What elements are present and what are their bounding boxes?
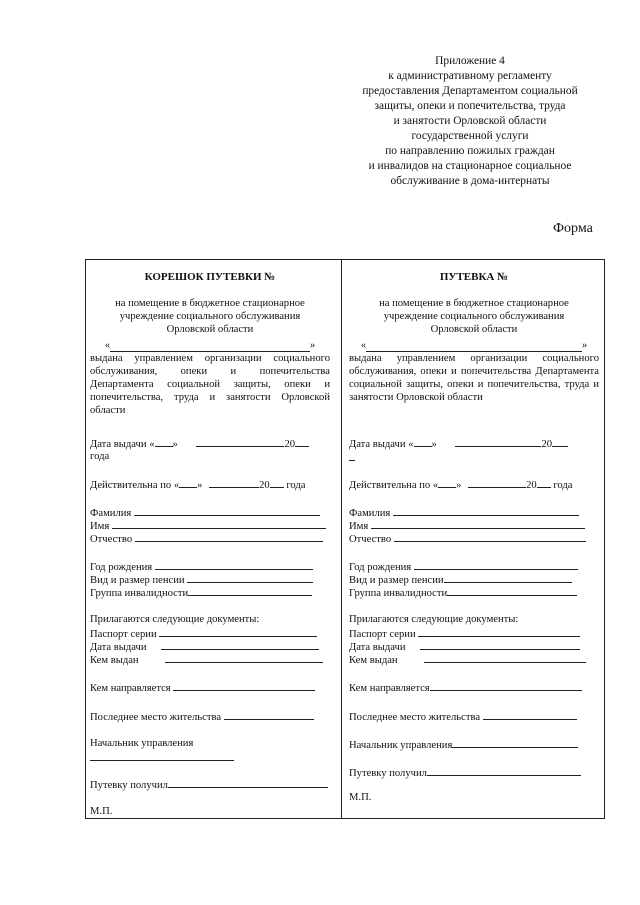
stub-issue-date-suffix: года — [90, 451, 110, 462]
voucher-patronymic-field[interactable] — [349, 531, 599, 546]
residence-line[interactable] — [224, 709, 314, 720]
appendix-header — [300, 54, 640, 189]
voucher-docs-heading: Прилагаются следующие документы: — [349, 614, 519, 625]
institution-name-line[interactable] — [366, 340, 582, 352]
header-line: Приложение 4 — [435, 55, 505, 67]
surname-label: Фамилия — [90, 508, 132, 519]
intro-line: Орловской области — [430, 324, 518, 335]
quote-open: « — [360, 340, 366, 351]
sent-by-line[interactable] — [430, 680, 582, 691]
patronymic-line[interactable] — [394, 531, 586, 542]
voucher-sent-by-field[interactable] — [349, 680, 599, 695]
birth-year-line[interactable] — [414, 559, 578, 570]
institution-name-field[interactable] — [90, 339, 330, 353]
quote-close: » — [197, 480, 203, 491]
year-prefix: 20 — [526, 480, 537, 491]
short-blank[interactable] — [349, 450, 355, 461]
voucher-issued-by-field[interactable] — [349, 652, 599, 667]
year-blank[interactable] — [537, 477, 551, 488]
stub-disability-field[interactable] — [90, 585, 330, 600]
doc-issue-date-label: Дата выдачи — [90, 642, 147, 653]
residence-label: Последнее место жительства — [349, 712, 481, 723]
disability-line[interactable] — [188, 585, 312, 596]
stub-head-signature-field[interactable] — [90, 750, 330, 765]
surname-label: Фамилия — [349, 508, 391, 519]
birth-year-line[interactable] — [155, 559, 313, 570]
issued-by-line[interactable] — [165, 652, 323, 663]
name-line[interactable] — [371, 518, 585, 529]
sent-by-label: Кем направляется — [349, 683, 430, 694]
stub-issued-text: выдана управлением организации социального обслуживания, опеки и попечительства Департамента социальной защиты, опеки и попечительства, труда и занятости Орловской области — [90, 353, 330, 416]
issued-by-label: Кем выдан — [349, 655, 398, 666]
passport-line[interactable] — [159, 626, 317, 637]
voucher-title: ПУТЕВКА № — [439, 271, 509, 283]
intro-line: учреждение социального обслуживания — [383, 311, 565, 322]
issue-date-label: Дата выдачи « — [90, 439, 155, 450]
pension-line[interactable] — [444, 572, 572, 583]
stub-issued-by-field[interactable] — [90, 652, 330, 667]
surname-line[interactable] — [393, 505, 579, 516]
patronymic-label: Отчество — [349, 534, 392, 545]
month-blank[interactable] — [196, 436, 284, 447]
month-blank[interactable] — [468, 477, 526, 488]
birth-year-label: Год рождения — [90, 562, 153, 573]
issued-by-line[interactable] — [424, 652, 586, 663]
head-signature-line[interactable] — [90, 750, 234, 761]
stub-sent-by-field[interactable] — [90, 680, 330, 695]
voucher-received-field[interactable] — [349, 765, 599, 780]
quote-close: » — [582, 340, 588, 351]
voucher-head-field[interactable] — [349, 737, 599, 752]
quote-close: » — [310, 340, 316, 351]
year-blank[interactable] — [270, 477, 284, 488]
year-blank[interactable] — [295, 436, 309, 447]
stub-stamp: М.П. — [90, 806, 113, 817]
stub-received-field[interactable] — [90, 777, 330, 792]
header-line: государственной услуги — [411, 130, 529, 142]
received-label: Путевку получил — [90, 780, 168, 791]
voucher-issue-date-dash[interactable] — [349, 450, 599, 465]
passport-label: Паспорт серии — [90, 629, 157, 640]
issued-by-label: Кем выдан — [90, 655, 139, 666]
passport-line[interactable] — [418, 626, 580, 637]
name-line[interactable] — [112, 518, 326, 529]
voucher-valid-until-field[interactable] — [349, 477, 599, 492]
intro-line: на помещение в бюджетное стационарное — [379, 298, 569, 309]
day-blank[interactable] — [414, 436, 432, 447]
stub-title: КОРЕШОК ПУТЕВКИ № — [144, 271, 276, 283]
year-suffix: года — [286, 480, 306, 491]
voucher-intro — [349, 297, 599, 336]
day-blank[interactable] — [155, 436, 173, 447]
pension-label: Вид и размер пенсии — [349, 575, 444, 586]
quote-close: » — [431, 439, 437, 450]
disability-line[interactable] — [447, 585, 577, 596]
valid-label: Действительна по « — [349, 480, 439, 491]
year-prefix: 20 — [541, 439, 553, 450]
stub-head-label: Начальник управления — [90, 738, 194, 749]
quote-open: « — [104, 340, 110, 351]
stub-residence-field[interactable] — [90, 709, 330, 724]
header-line: по направлению пожилых граждан — [385, 145, 555, 157]
voucher-disability-field[interactable] — [349, 585, 599, 600]
voucher-stamp: М.П. — [349, 792, 372, 803]
header-line: защиты, опеки и попечительства, труда — [374, 100, 566, 112]
issue-date-label: Дата выдачи « — [349, 439, 414, 450]
voucher-form-table — [85, 259, 605, 819]
intro-line: на помещение в бюджетное стационарное — [115, 298, 305, 309]
valid-label: Действительна по « — [90, 480, 180, 491]
stub-patronymic-field[interactable] — [90, 531, 330, 546]
voucher-stub-column — [90, 260, 330, 818]
column-divider — [341, 260, 342, 818]
header-line: к административному регламенту — [388, 70, 552, 82]
pension-line[interactable] — [187, 572, 313, 583]
doc-issue-date-line[interactable] — [420, 639, 580, 650]
year-prefix: 20 — [259, 480, 270, 491]
intro-line: Орловской области — [166, 324, 254, 335]
surname-line[interactable] — [134, 505, 320, 516]
header-line: предоставления Департаментом социальной — [362, 85, 578, 97]
day-blank[interactable] — [438, 477, 456, 488]
head-signature-line[interactable] — [452, 737, 578, 748]
stub-docs-heading: Прилагаются следующие документы: — [90, 614, 260, 625]
forma-label: Форма — [553, 221, 593, 236]
sent-by-line[interactable] — [173, 680, 315, 691]
disability-label: Группа инвалидности — [349, 588, 448, 599]
year-suffix: года — [553, 480, 573, 491]
stub-issue-date-field[interactable] — [90, 436, 330, 451]
residence-label: Последнее место жительства — [90, 712, 222, 723]
received-line[interactable] — [427, 765, 581, 776]
voucher-residence-field[interactable] — [349, 709, 599, 724]
passport-label: Паспорт серии — [349, 629, 416, 640]
month-blank[interactable] — [455, 436, 541, 447]
header-line: и занятости Орловской области — [393, 115, 547, 127]
voucher-column — [349, 260, 599, 818]
residence-line[interactable] — [483, 709, 577, 720]
header-line: и инвалидов на стационарное социальное — [368, 160, 572, 172]
voucher-issued-text: выдана управлением организации социального обслуживания, опеки и попечительства Департамента социальной защиты, опеки и попечительства, труда и занятости Орловской области — [349, 353, 599, 403]
stub-valid-until-field[interactable] — [90, 477, 330, 492]
name-label: Имя — [90, 521, 110, 532]
voucher-issue-date-field[interactable] — [349, 436, 599, 451]
patronymic-label: Отчество — [90, 534, 133, 545]
disability-label: Группа инвалидности — [90, 588, 189, 599]
month-blank[interactable] — [209, 477, 259, 488]
year-blank[interactable] — [552, 436, 568, 447]
institution-name-line[interactable] — [110, 340, 310, 352]
header-line: обслуживание в дома-интернаты — [390, 175, 550, 187]
intro-line: учреждение социального обслуживания — [119, 311, 301, 322]
day-blank[interactable] — [179, 477, 197, 488]
stub-intro — [90, 297, 330, 336]
quote-close: » — [172, 439, 178, 450]
doc-issue-date-label: Дата выдачи — [349, 642, 406, 653]
name-label: Имя — [349, 521, 369, 532]
head-label: Начальник управления — [349, 740, 453, 751]
doc-issue-date-line[interactable] — [161, 639, 319, 650]
sent-by-label: Кем направляется — [90, 683, 171, 694]
quote-close: » — [456, 480, 462, 491]
birth-year-label: Год рождения — [349, 562, 412, 573]
received-line[interactable] — [168, 777, 328, 788]
year-prefix: 20 — [284, 439, 296, 450]
patronymic-line[interactable] — [135, 531, 323, 542]
received-label: Путевку получил — [349, 768, 427, 779]
institution-name-field[interactable] — [349, 339, 599, 353]
pension-label: Вид и размер пенсии — [90, 575, 185, 586]
